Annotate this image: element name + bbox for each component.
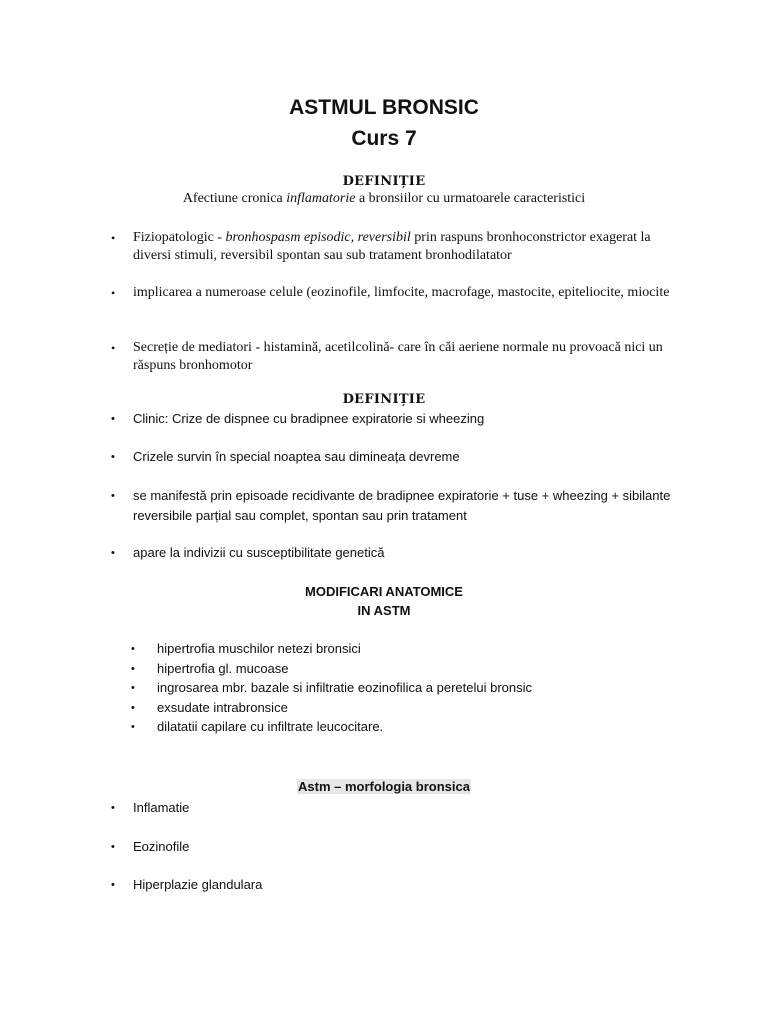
list-item-text: hipertrofia gl. mucoase: [157, 660, 289, 676]
section-heading-definitie-2: DEFINIȚIE: [342, 392, 426, 407]
section-heading-definitie-1: DEFINIȚIE: [342, 174, 426, 189]
bullet-icon: •: [111, 231, 116, 245]
section-heading-morfologia: [0, 777, 768, 796]
bullet-icon: •: [131, 721, 135, 733]
list-item: [111, 284, 691, 303]
list-item-text: Hiperplazie glandulara: [133, 877, 263, 892]
list-item: [111, 229, 691, 264]
bullet-icon: •: [111, 341, 116, 355]
bullet-icon: •: [111, 879, 115, 891]
list-item: [131, 678, 691, 698]
list-item: [111, 409, 691, 429]
list-item: [111, 486, 691, 526]
list-item-text: exsudate intrabronsice: [157, 699, 288, 715]
list-item: [111, 447, 691, 467]
list-item: [111, 339, 691, 374]
document-title: [0, 94, 768, 153]
bullet-icon: •: [131, 643, 135, 655]
list-item: [111, 543, 691, 563]
highlighted-heading: Astm – morfologia bronsica: [298, 779, 470, 794]
bullet-icon: •: [111, 490, 115, 502]
intro-text-after: a bronsiilor cu urmatoarele caracteristici: [355, 191, 586, 206]
list-item-text: [133, 229, 691, 264]
list-item-text: dilatatii capilare cu infiltrate leucocitare.: [157, 719, 384, 734]
list-item: [131, 698, 691, 718]
list-item-text-after: prin raspuns bronhoconstrictor exagerat la diversi stimuli, reversibil spontan sau sub tratament bronhodilatator: [133, 230, 651, 263]
section-heading-modificari: [0, 582, 768, 620]
list-item-text: Eozinofile: [133, 839, 190, 854]
bullet-icon: •: [111, 802, 115, 814]
list-item-text: Secreție de mediatori - histamină, acetilcolină- care în căi aeriene normale nu provoacă nici un răspuns bronhomotor: [133, 340, 663, 373]
bullet-icon: •: [111, 547, 115, 559]
list-item-text: ingrosarea mbr. bazale si infiltratie eozinofilica a peretelui bronsic: [157, 680, 533, 695]
intro-text-before: Afectiune cronica: [182, 191, 287, 206]
bullet-icon: •: [131, 662, 135, 675]
list-item-text: Clinic: Crize de dispnee cu bradipnee expiratorie si wheezing: [133, 411, 485, 426]
list-item-text: Crizele survin în special noaptea sau dimineața devreme: [133, 449, 460, 464]
list-item: [131, 659, 691, 679]
title-line-2: Curs 7: [351, 127, 417, 150]
list-item-text: se manifestă prin episoade recidivante de bradipnee expiratorie + tuse + wheezing + sibilante reversibile parțial sau complet, spontan sau prin tratament: [133, 488, 671, 523]
list-item-text-italic: bronhospasm episodic, reversibil: [225, 230, 411, 245]
list-item-text: implicarea a numeroase celule (eozinofile, limfocite, macrofage, mastocite, epiteliocite, miocite: [133, 285, 670, 300]
heading-line-2: IN ASTM: [357, 603, 411, 618]
bullet-icon: •: [131, 682, 135, 694]
list-item-text: Inflamatie: [133, 800, 190, 815]
list-item: [111, 837, 691, 857]
list-item: [111, 798, 691, 818]
list-item-text: hipertrofia muschilor netezi bronsici: [157, 641, 361, 656]
list-item-text: apare la indivizii cu susceptibilitate genetică: [133, 545, 385, 560]
heading-line-1: MODIFICARI ANATOMICE: [305, 584, 463, 599]
bullet-icon: •: [111, 286, 116, 300]
list-item-text-before: Fiziopatologic -: [133, 230, 226, 245]
list-item: [131, 717, 691, 737]
definition-intro: [0, 191, 768, 207]
bullet-icon: •: [111, 841, 115, 853]
bullet-icon: •: [111, 451, 115, 463]
bullet-icon: •: [111, 413, 115, 425]
anatomic-changes-list: [131, 639, 691, 737]
bullet-icon: •: [131, 701, 135, 714]
list-item: [131, 639, 691, 659]
title-line-1: ASTMUL BRONSIC: [289, 96, 479, 119]
list-item: [111, 875, 691, 895]
intro-text-italic: inflamatorie: [286, 191, 356, 206]
